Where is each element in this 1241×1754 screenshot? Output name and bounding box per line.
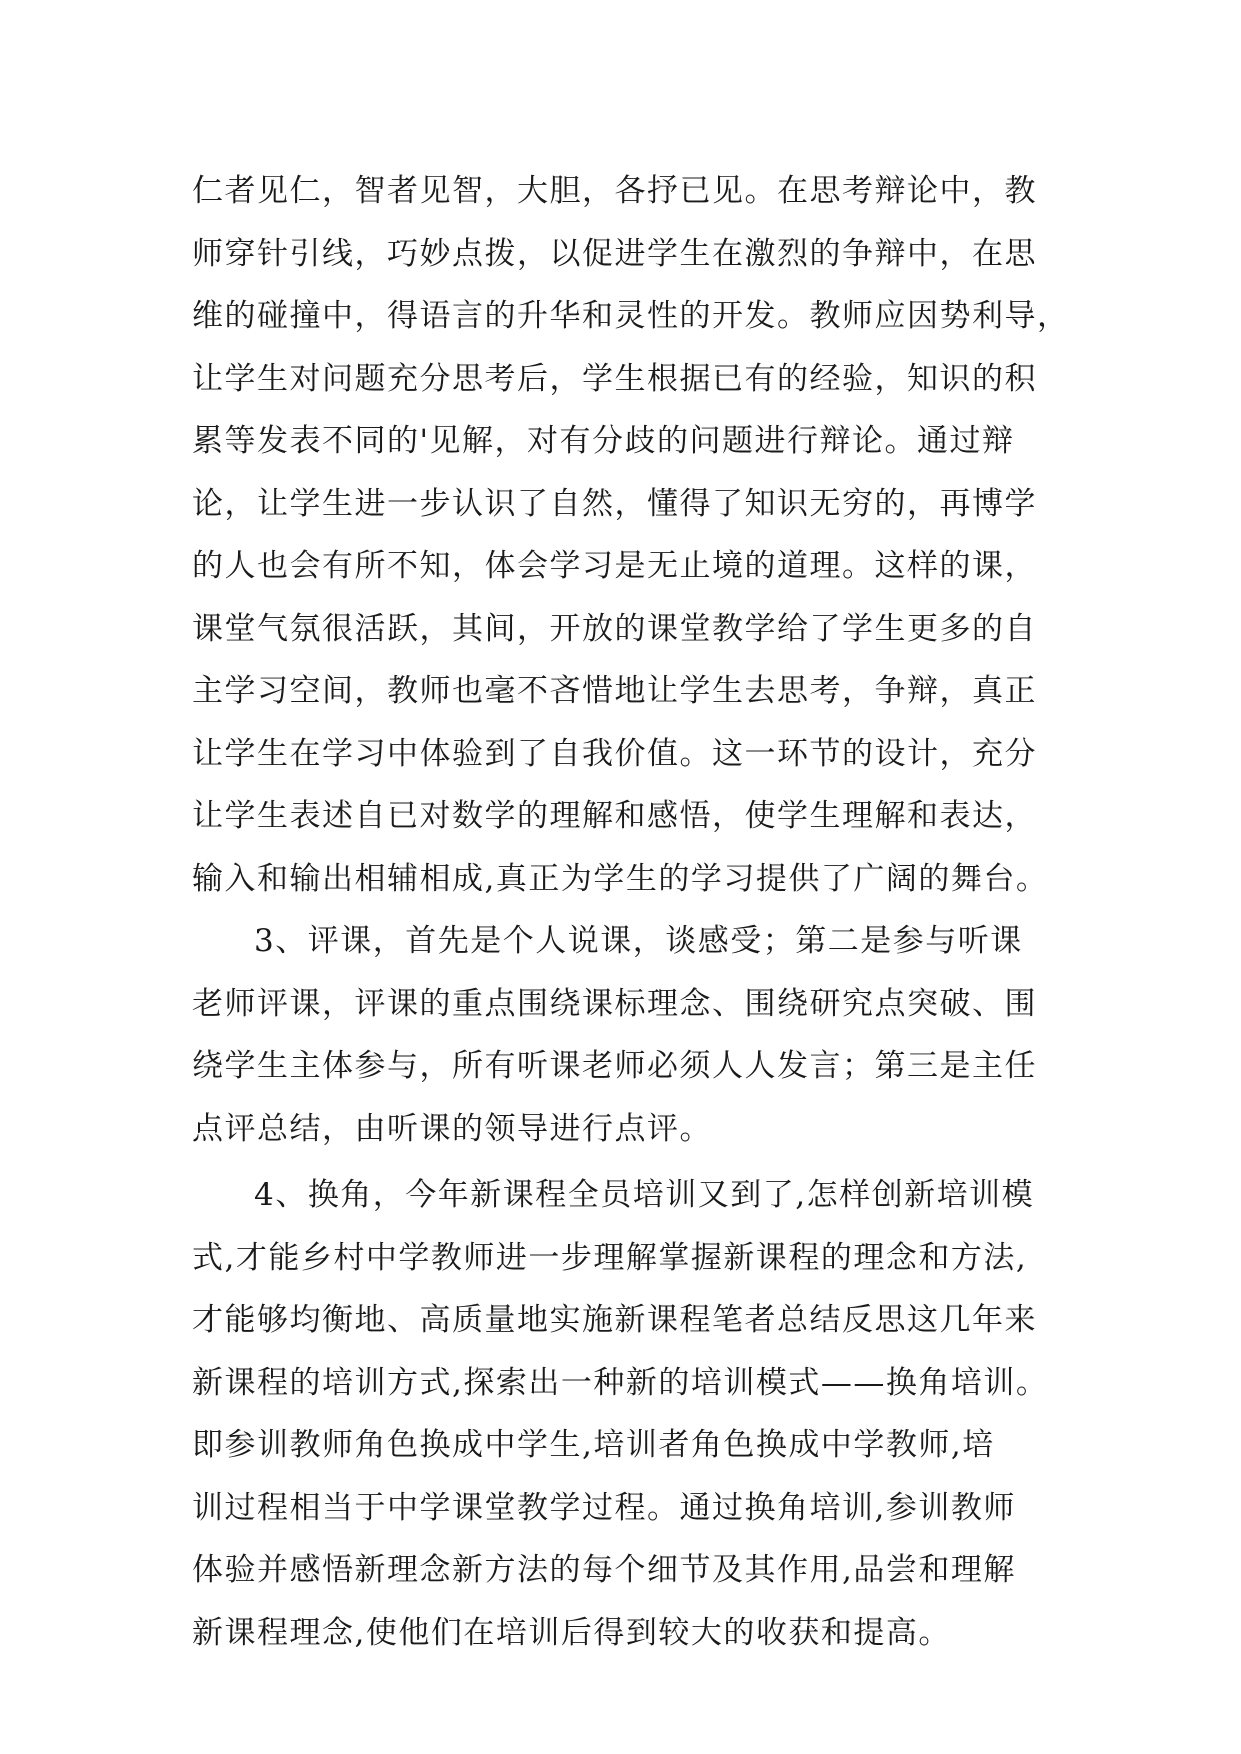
text-line: 输入和输出相辅相成,真正为学生的学习提供了广阔的舞台。	[192, 860, 1049, 897]
text-line: 式,才能乡村中学教师进一步理解掌握新课程的理念和方法,	[192, 1239, 1028, 1276]
text-line: 即参训教师角色换成中学生,培训者角色换成中学教师,培	[192, 1427, 995, 1463]
text-line: 仁者见仁，智者见智，大胆，各抒已见。在思考辩论中，教	[192, 173, 1037, 209]
text-line: 师穿针引线，巧妙点拨，以促进学生在激烈的争辩中，在思	[192, 235, 1037, 272]
text-line: 训过程相当于中学课堂教学过程。通过换角培训,参训教师	[192, 1489, 1016, 1526]
text-line: 新课程理念,使他们在培训后得到较大的收获和提高。	[192, 1614, 951, 1651]
text-line: 论，让学生进一步认识了自然，懂得了知识无穷的，再博学	[192, 485, 1037, 522]
text-line: 点评总结，由听课的领导进行点评。	[192, 1110, 712, 1147]
paragraph-start-line: 3、评课，首先是个人说课，谈感受；第二是参与听课	[254, 923, 1023, 959]
text-line: 才能够均衡地、高质量地实施新课程笔者总结反思这几年来	[192, 1302, 1037, 1338]
body-text	[192, 160, 1070, 1664]
text-line: 体验并感悟新理念新方法的每个细节及其作用,品尝和理解	[192, 1552, 1016, 1588]
text-line: 让学生在学习中体验到了自我价值。这一环节的设计，充分	[192, 735, 1037, 772]
text-line: 主学习空间，教师也毫不吝惜地让学生去思考，争辩，真正	[192, 673, 1037, 709]
text-line: 老师评课，评课的重点围绕课标理念、围绕研究点突破、围	[192, 985, 1037, 1022]
text-line: 让学生对问题充分思考后，学生根据已有的经验，知识的积	[192, 360, 1037, 397]
text-line: 绕学生主体参与，所有听课老师必须人人发言；第三是主任	[192, 1048, 1037, 1084]
paragraph-start-line: 4、换角，今年新课程全员培训又到了,怎样创新培训模	[254, 1177, 1035, 1213]
text-line: 让学生表述自已对数学的理解和感悟，使学生理解和表达，	[192, 798, 1037, 834]
text-line: 课堂气氛很活跃，其间，开放的课堂教学给了学生更多的自	[192, 610, 1037, 647]
text-line: 的人也会有所不知，体会学习是无止境的道理。这样的课，	[192, 548, 1037, 584]
text-line: 累等发表不同的'见解，对有分歧的问题进行辩论。通过辩	[192, 423, 1015, 459]
text-line: 新课程的培训方式,探索出一种新的培训模式——换角培训。	[192, 1364, 1049, 1401]
text-line: 维的碰撞中，得语言的升华和灵性的开发。教师应因势利导，	[192, 298, 1070, 334]
